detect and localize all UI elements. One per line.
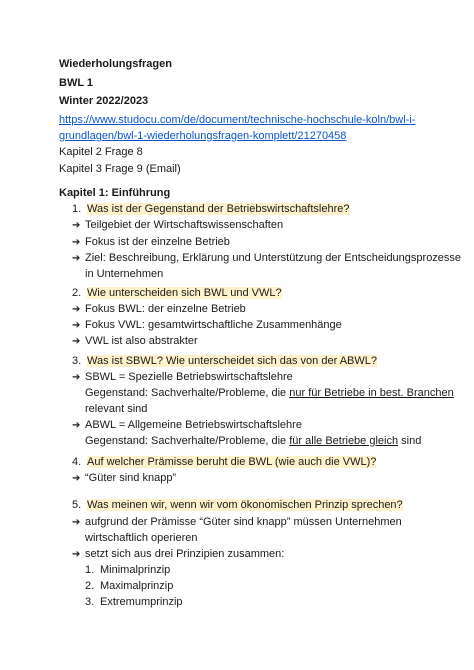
answer-text: Fokus VWL: gesamtwirtschaftliche Zusammenhänge [85,319,342,331]
sub-list-number: 1. [85,564,95,576]
question-number: 5. [72,499,82,511]
answer-text: setzt sich aus drei Prinzipien zusammen: [85,548,285,560]
answer-item [72,515,402,531]
answer-item [72,318,342,334]
question-text: Wie unterscheiden sich BWL und VWL? [87,287,282,299]
answer-continuation [85,434,421,450]
answer-item [72,370,293,386]
answer-continuation: in Unternehmen [85,268,164,280]
answer-text: Fokus BWL: der einzelne Betrieb [85,303,246,315]
question-number: 3. [72,355,82,367]
source-link-continued[interactable]: grundlagen/bwl-1-wiederholungsfragen-komplett/21270458 [59,130,347,142]
answer-item [72,251,461,267]
answer-text: Teilgebiet der Wirtschaftswissenschaften [85,219,284,231]
answer-text: ABWL = Allgemeine Betriebswirtschaftslehre [85,419,302,431]
sub-list-item [85,579,173,595]
answer-item [72,471,176,487]
question-number: 1. [72,203,82,215]
question-text: Was ist SBWL? Wie unterscheidet sich das von der ABWL? [87,355,377,367]
answer-text: Fokus ist der einzelne Betrieb [85,236,230,248]
question-1 [72,202,350,218]
sub-list-number: 2. [85,580,95,592]
arrow-right-icon: ➔ [72,517,81,528]
answer-text: Ziel: Beschreibung, Erklärung und Unterstützung der Entscheidungsprozesse [85,252,462,264]
arrow-right-icon: ➔ [72,372,81,383]
answer-continuation [85,386,454,402]
question-number: 4. [72,456,82,468]
answer-item [72,547,284,563]
document-title: Wiederholungsfragen [59,58,172,70]
question-text: Was meinen wir, wenn wir vom ökonomischen Prinzip sprechen? [87,499,403,511]
answer-text: VWL ist also abstrakter [85,335,198,347]
note-line: Kapitel 3 Frage 9 (Email) [59,163,181,175]
chapter-heading: Kapitel 1: Einführung [59,187,171,199]
answer-text: Gegenstand: Sachverhalte/Probleme, die [85,387,290,399]
sub-list-item [85,563,170,579]
underlined-text: nur für Betriebe in best. Branchen [289,387,454,399]
question-2 [72,286,282,302]
answer-text: sind [398,435,422,447]
answer-text: Gegenstand: Sachverhalte/Probleme, die [85,435,290,447]
source-link[interactable]: https://www.studocu.com/de/document/technische-hochschule-koln/bwl-i- [59,114,416,126]
answer-item [72,302,246,318]
arrow-right-icon: ➔ [72,237,81,248]
answer-item [72,334,198,350]
answer-item [72,218,283,234]
question-3 [72,354,377,370]
arrow-right-icon: ➔ [72,336,81,347]
term: Winter 2022/2023 [59,95,149,107]
answer-text: “Güter sind knapp” [85,472,177,484]
answer-item [72,418,302,434]
answer-item [72,235,230,251]
answer-text: SBWL = Spezielle Betriebswirtschaftslehre [85,371,293,383]
arrow-right-icon: ➔ [72,420,81,431]
question-5 [72,498,403,514]
question-text: Was ist der Gegenstand der Betriebswirtschaftslehre? [87,203,350,215]
answer-text: aufgrund der Prämisse “Güter sind knapp” müssen Unternehmen [85,516,402,528]
question-4 [72,455,376,471]
underlined-text: für alle Betriebe gleich [289,435,399,447]
arrow-right-icon: ➔ [72,304,81,315]
answer-continuation: wirtschaftlich operieren [85,532,198,544]
question-number: 2. [72,287,82,299]
note-line: Kapitel 2 Frage 8 [59,146,143,158]
arrow-right-icon: ➔ [72,549,81,560]
course-name: BWL 1 [59,77,94,89]
question-text: Auf welcher Prämisse beruht die BWL (wie auch die VWL)? [87,456,377,468]
answer-continuation: relevant sind [85,403,148,415]
arrow-right-icon: ➔ [72,320,81,331]
sub-list-item [85,595,183,611]
arrow-right-icon: ➔ [72,473,81,484]
sub-list-text: Extremumprinzip [100,596,183,608]
arrow-right-icon: ➔ [72,220,81,231]
arrow-right-icon: ➔ [72,253,81,264]
sub-list-number: 3. [85,596,95,608]
sub-list-text: Minimalprinzip [100,564,171,576]
sub-list-text: Maximalprinzip [100,580,174,592]
